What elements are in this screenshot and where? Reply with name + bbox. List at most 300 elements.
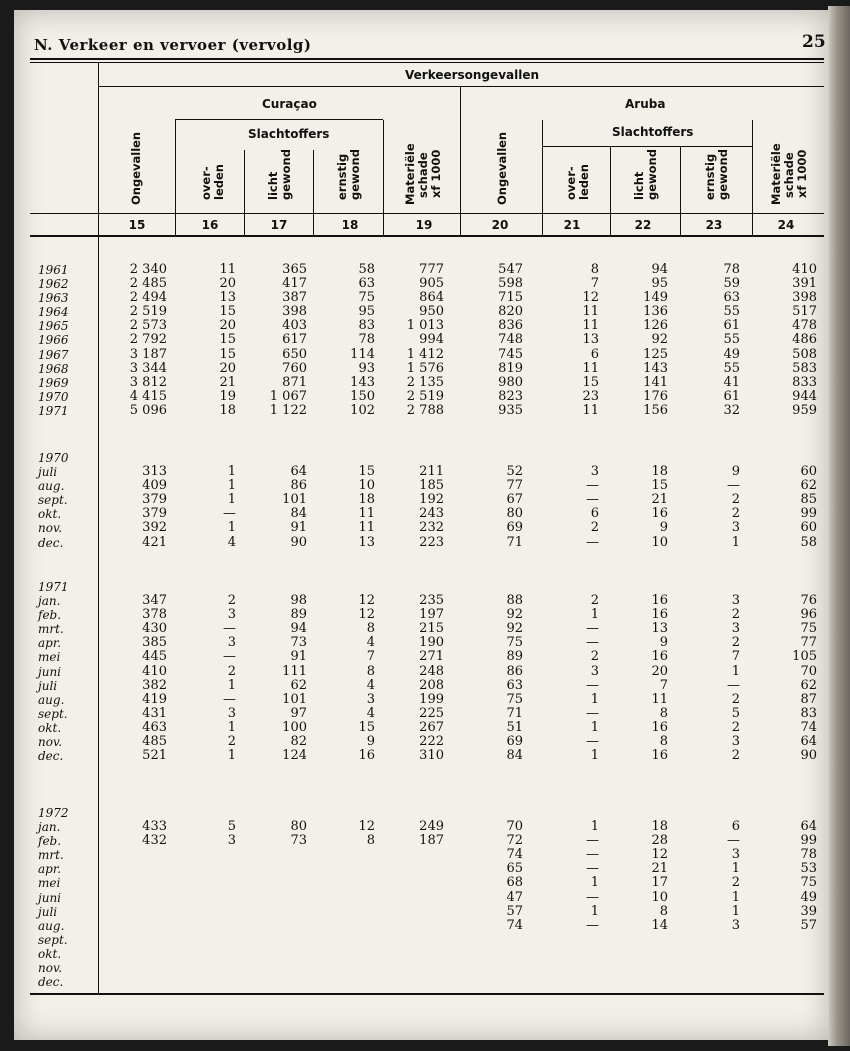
header-rule [30,213,824,214]
cell [107,933,167,947]
cell: 73 [290,635,307,651]
cell: 777 [419,262,444,277]
col18-header-2: gewond [348,149,362,200]
row-label: aug. [38,692,65,707]
cell: 243 [419,506,444,522]
cell: 20 [651,663,668,679]
cell [463,451,523,465]
cell: 124 [282,748,307,764]
cell: 62 [800,478,817,494]
col19-header-1: Materiële [403,143,417,205]
column-c17 [247,263,307,418]
cell: 225 [419,705,444,721]
cell: 547 [498,262,523,277]
cell: 2 [731,748,740,764]
cell: 88 [506,593,523,609]
cell: 211 [419,464,444,480]
cell: 379 [142,492,167,508]
cell: 16 [358,748,375,764]
cell: 2 135 [406,374,444,390]
cell [107,975,167,989]
cell: 6 [590,346,599,362]
cell: 2 [731,607,740,623]
row-label: juli [38,678,58,693]
cell: 1 576 [406,360,444,376]
row-label: nov. [38,961,63,976]
cell: 2 [590,593,599,609]
cell: 190 [419,635,444,651]
cell: 10 [651,889,668,905]
cell: 5 096 [129,402,167,418]
cell [107,876,167,890]
cell: 959 [792,402,817,418]
cell: 598 [498,276,523,292]
cell: 100 [282,719,307,735]
cell: 84 [290,506,307,522]
cell: 192 [419,492,444,508]
cell: — [586,635,599,651]
cell: 391 [792,276,817,292]
col24-header-1: Materiële [769,143,783,205]
cell: 18 [651,464,668,480]
cell: 223 [419,534,444,550]
cell: 11 [358,520,375,536]
cell: 7 [590,276,599,292]
cell: 583 [792,360,817,376]
cell: 91 [290,649,307,665]
column-c18 [315,580,375,763]
cell: 47 [506,889,523,905]
cell [680,975,740,989]
cell: 2 [590,520,599,536]
cell: 89 [506,649,523,665]
column-c24 [757,580,817,763]
cell: 17 [651,875,668,891]
row-label: apr. [38,862,62,877]
cell [107,947,167,961]
cell: 2 [731,875,740,891]
cell: 85 [800,492,817,508]
cell: 72 [506,833,523,849]
cell: 410 [142,663,167,679]
cell [315,891,375,905]
cell: 63 [506,677,523,693]
cell: 12 [358,819,375,835]
cell: 15 [651,478,668,494]
cell: 61 [723,318,740,334]
cell: 143 [350,374,375,390]
cell [680,806,740,820]
column-c23 [680,806,740,989]
column-c15 [107,451,167,550]
cell: 15 [219,304,236,320]
colno-17: 17 [270,218,288,232]
row-label: 1968 [38,361,69,376]
cell: 11 [358,506,375,522]
cell: 58 [800,534,817,550]
column-c18 [315,263,375,418]
cell: 2 788 [406,402,444,418]
row-labels [38,580,98,763]
cell [176,933,236,947]
cell [539,975,599,989]
cell: 463 [142,719,167,735]
cell: 433 [142,819,167,835]
cell: 74 [506,847,523,863]
cell: 21 [219,374,236,390]
column-c22 [608,580,668,763]
heading-rule [98,86,824,87]
cell [107,862,167,876]
cell [680,580,740,594]
page-number: 25 [802,32,826,52]
cell [463,975,523,989]
cell: — [586,478,599,494]
top-rule-2 [30,62,824,63]
cell: 16 [651,506,668,522]
col-sep [175,120,176,236]
cell [757,933,817,947]
cell: 199 [419,691,444,707]
aruba-heading: Aruba [625,97,666,111]
cell: — [586,705,599,721]
row-label: jan. [38,594,61,609]
cell: 83 [800,705,817,721]
cell [247,975,307,989]
cell: 871 [282,374,307,390]
cell: 8 [366,621,375,637]
cell: 176 [643,388,668,404]
cell: 197 [419,607,444,623]
cell: 222 [419,734,444,750]
cell: 15 [358,464,375,480]
cell: 101 [282,492,307,508]
cell: 4 [227,534,236,550]
cell: 215 [419,621,444,637]
cell: 833 [792,374,817,390]
cell: — [223,649,236,665]
column-c22 [608,806,668,989]
cell: 11 [582,402,599,418]
curacao-victims-rule [175,119,383,120]
cell: 715 [498,290,523,306]
column-c20 [463,580,523,763]
column-c20 [463,806,523,989]
cell: 16 [651,748,668,764]
cell: 149 [643,290,668,306]
cell: 71 [506,534,523,550]
cell: 430 [142,621,167,637]
cell: 208 [419,677,444,693]
cell: 63 [723,290,740,306]
cell: 95 [358,304,375,320]
cell: 92 [651,332,668,348]
cell: 39 [800,903,817,919]
cell: 99 [800,506,817,522]
cell: 387 [282,290,307,306]
cell: 445 [142,649,167,665]
cell: 150 [350,388,375,404]
row-label: sept. [38,706,68,721]
cell: 102 [350,402,375,418]
colno-19: 19 [415,218,433,232]
cell: 98 [290,593,307,609]
cell: 86 [290,478,307,494]
row-label: dec. [38,749,64,764]
cell: 15 [219,346,236,362]
cell: 77 [800,635,817,651]
cell: — [586,492,599,508]
cell: 409 [142,478,167,494]
cell [176,919,236,933]
row-label: 1961 [38,263,69,277]
colno-23: 23 [705,218,723,232]
cell: 62 [290,677,307,693]
cell [315,580,375,594]
row-label: 1972 [38,806,69,820]
cell: 64 [800,734,817,750]
cell: 15 [582,374,599,390]
cell: 83 [358,318,375,334]
cell: 70 [800,663,817,679]
colno-15: 15 [128,218,146,232]
cell: 2 494 [129,290,167,306]
cell: 1 [227,677,236,693]
colno-22: 22 [634,218,652,232]
cell [315,975,375,989]
row-label: 1966 [38,333,69,348]
cell: 3 [366,691,375,707]
cell: 69 [506,520,523,536]
cell: 20 [219,318,236,334]
aruba-victims-rule [542,146,752,147]
row-label: sept. [38,493,68,508]
cell: 1 [227,464,236,480]
cell: 18 [219,402,236,418]
curacao-slachtoffers: Slachtoffers [248,127,330,141]
cell: 12 [358,607,375,623]
cell [384,862,444,876]
cell: 235 [419,593,444,609]
page-edge [828,6,850,1046]
column-c22 [608,451,668,550]
cell: 21 [651,861,668,877]
cell: 3 [590,464,599,480]
cell [315,451,375,465]
cell: 13 [219,290,236,306]
cell: 1 [227,748,236,764]
cell: 7 [366,649,375,665]
cell: 8 [659,734,668,750]
cell: 7 [731,649,740,665]
cell: 97 [290,705,307,721]
cell: — [586,861,599,877]
cell [315,919,375,933]
row-label: aug. [38,479,65,494]
row-label: 1967 [38,347,69,362]
cell [315,905,375,919]
colno-21: 21 [563,218,581,232]
cell: 1 [590,691,599,707]
cell: 55 [723,360,740,376]
cell: 62 [800,677,817,693]
cell [608,947,668,961]
cell: 75 [358,290,375,306]
cell [680,961,740,975]
cell: 63 [358,276,375,292]
cell: 382 [142,677,167,693]
cell: 1 [731,663,740,679]
cell: 94 [651,262,668,277]
cell [176,806,236,820]
cell: 89 [290,607,307,623]
col17-header-1: licht [266,171,280,200]
cell [247,933,307,947]
cell: 7 [659,677,668,693]
cell: 9 [659,635,668,651]
cell: 905 [419,276,444,292]
cell: 2 [227,593,236,609]
cell [176,947,236,961]
cell: 508 [792,346,817,362]
cell [247,947,307,961]
cell: 20 [219,360,236,376]
cell: 84 [506,748,523,764]
curacao-heading: Curaçao [262,97,317,111]
cell [247,919,307,933]
cell: 249 [419,819,444,835]
cell [107,905,167,919]
cell: 4 [366,677,375,693]
cell: 76 [800,593,817,609]
cell [247,848,307,862]
cell [539,961,599,975]
row-label: 1963 [38,291,69,306]
col17-header-2: gewond [279,149,293,200]
cell [384,933,444,947]
cell: 14 [651,917,668,933]
row-label: sept. [38,932,68,947]
cell: 365 [282,262,307,277]
cell: 1 [590,719,599,735]
cell: 75 [800,621,817,637]
column-c17 [247,806,307,989]
row-label: okt. [38,946,62,961]
cell [608,451,668,465]
row-labels [38,451,98,550]
cell: 20 [219,276,236,292]
cell: 55 [723,304,740,320]
col21-header-1: over- [564,166,578,200]
cell [247,806,307,820]
cell: 3 [731,917,740,933]
cell: 4 [366,705,375,721]
cell: 748 [498,332,523,348]
column-c24 [757,263,817,418]
cell: 92 [506,607,523,623]
row-label: apr. [38,636,62,651]
cell: 478 [792,318,817,334]
cell: 3 [731,621,740,637]
cell: 2 [731,506,740,522]
cell [463,947,523,961]
cell [608,975,668,989]
cell: 485 [142,734,167,750]
row-label: juni [38,664,62,679]
cell [315,933,375,947]
cell: 944 [792,388,817,404]
column-c21 [539,451,599,550]
cell: 994 [419,332,444,348]
cell [107,580,167,594]
cell: 378 [142,607,167,623]
column-c24 [757,806,817,989]
column-c20 [463,263,523,418]
cell: 23 [582,388,599,404]
row-label: aug. [38,918,65,933]
cell [539,947,599,961]
cell: 2 485 [129,276,167,292]
cell [757,580,817,594]
cell: 67 [506,492,523,508]
cell: 419 [142,691,167,707]
cell: 313 [142,464,167,480]
region-divider [460,87,461,236]
cell: 431 [142,705,167,721]
cell: 15 [219,332,236,348]
cell: — [727,677,740,693]
cell: 820 [498,304,523,320]
column-c16 [176,451,236,550]
cell: 96 [800,607,817,623]
cell: 3 [731,847,740,863]
row-label: juni [38,890,62,905]
col20-header: Ongevallen [495,131,509,205]
cell: 864 [419,290,444,306]
cell: 8 [366,663,375,679]
row-label: 1969 [38,375,69,390]
cell: 59 [723,276,740,292]
cell: 232 [419,520,444,536]
cell: 32 [723,402,740,418]
row-label: 1971 [38,403,69,418]
column-c20 [463,451,523,550]
cell: 13 [582,332,599,348]
cell [107,919,167,933]
cell [680,451,740,465]
cell: 13 [358,534,375,550]
cell: 9 [659,520,668,536]
cell: 3 812 [129,374,167,390]
col16-header-1: over- [199,166,213,200]
cell: 77 [506,478,523,494]
cell: 21 [651,492,668,508]
cell: 19 [219,388,236,404]
cell [757,947,817,961]
column-c22 [608,263,668,418]
cell: 58 [358,262,375,277]
cell [247,891,307,905]
cell: 760 [282,360,307,376]
cell: 74 [506,917,523,933]
cell: 64 [800,819,817,835]
cell: 385 [142,635,167,651]
cell: 75 [506,691,523,707]
cell: 16 [651,719,668,735]
cell: 1 412 [406,346,444,362]
col-sep [383,120,384,236]
cell [107,806,167,820]
